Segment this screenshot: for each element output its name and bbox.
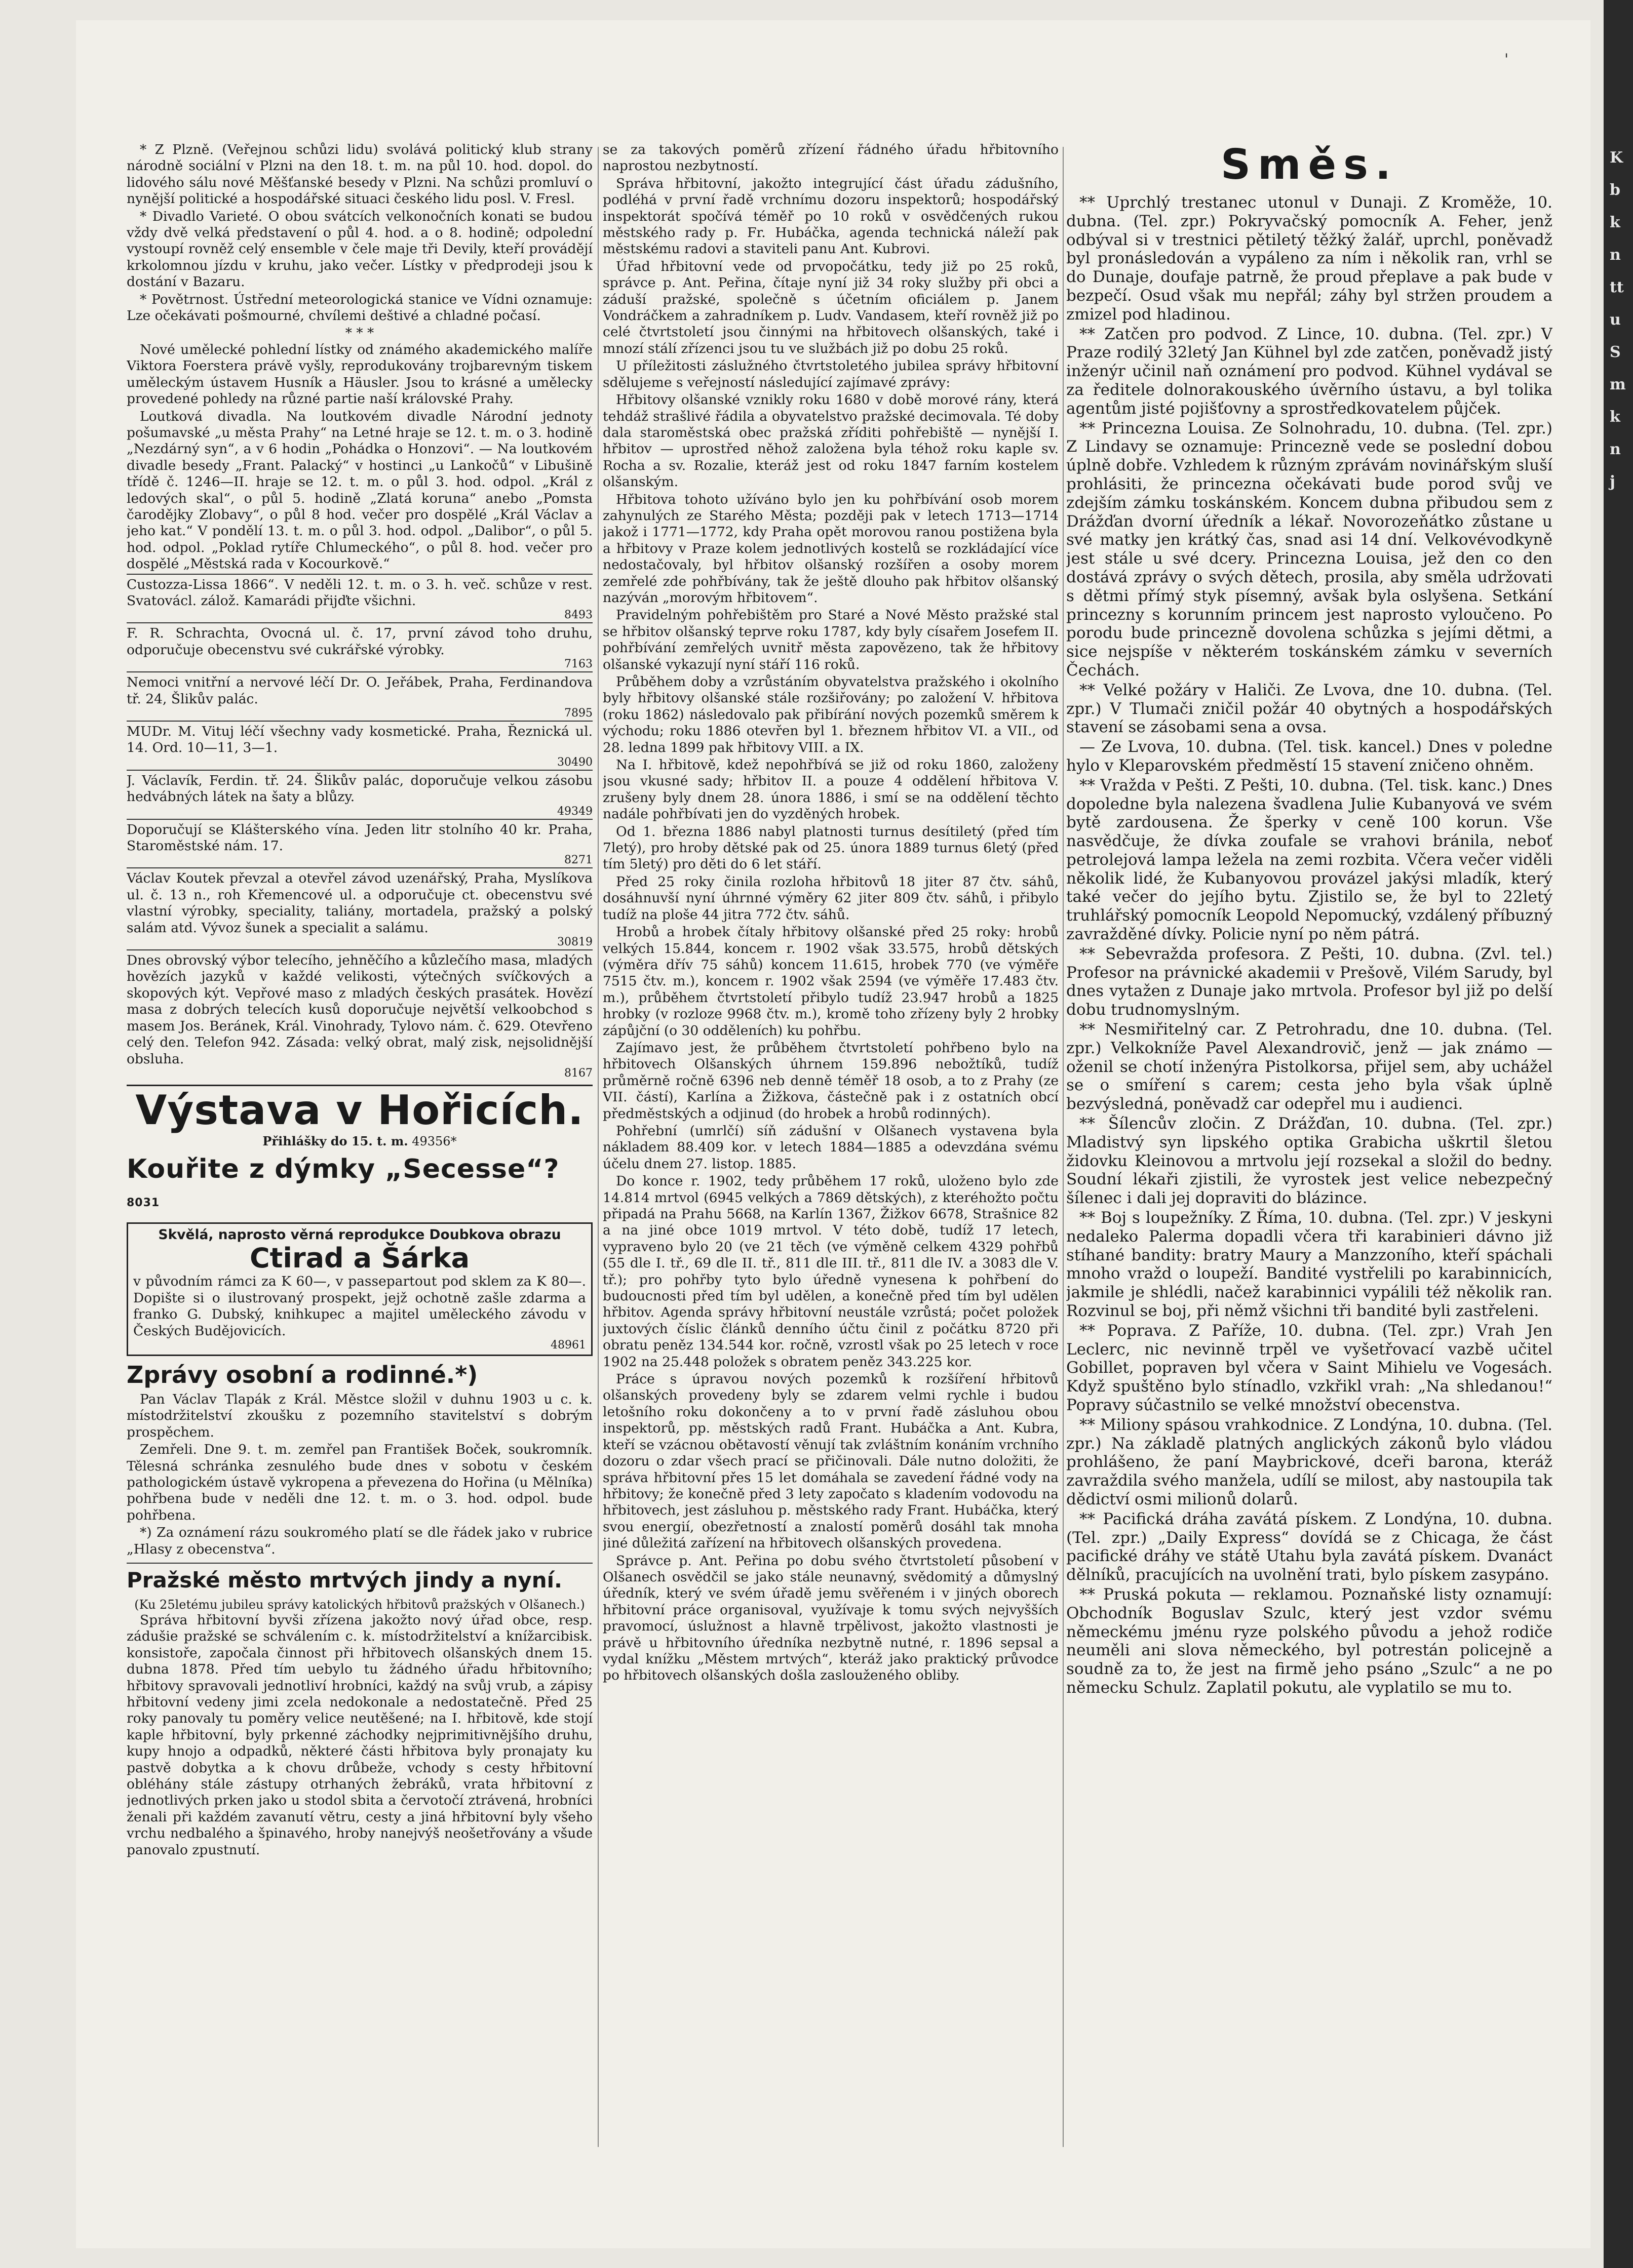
news-item-9: ** Šílencův zločin. Z Drážďan, 10. dubna. (Tel. zpr.) Mladistvý syn lipského optika Grabicha uškrtil šletou židovku Kleinovou a mrtvolu její rozsekal a složil do bedny. Soudní lékaři zjistili, že vyrostek jest velice nebezpečný šílenec i dali jej dopraviti do blázince.: [1066, 1115, 1552, 1208]
article-cont-3: Úřad hřbitovní vede od prvopočátku, tedy již po 25 roků, správce p. Ant. Peřina, čítaje nyní již 34 roky služby při obci a záduší pražské, společně s účetním oficiálem p. Janem Vondráčkem a zahradníkem p. Ludv. Vandasem, kteří rovněž již po celé čtvrtstoletí jsou činnými na hřbitovech olšanských, také i mnozí stálí zřízenci jsou tu ve službách již po dobu 25 roků.: [603, 258, 1059, 356]
article-cont-1: se za takových poměrů zřízení řádného úřadu hřbitovního naprostou nezbytností.: [603, 142, 1059, 174]
news-puppet-theatre: Loutková divadla. Na loutkovém divadle Národní jednoty pošumavské „u města Prahy“ na Letné hraje se 12. t. m. o 3. hodině „Nezdárný syn“, a v 6 hodin „Pohádka o Honzovi“. — Na loutkovém divadle besedy „Frant. Palacký“ v hostinci „u Lankočů“ v Libušině třídě č. 1246—II. hraje se 12. t. m. o půl 3. hod. odpol. „Král z ledových skal“, o půl 5. hodině „Zlatá koruna“ anebo „Pomsta čarodějky Zlobavy“, o půl 8 hod. večer pro dospělé „Král Václav a jeho kat.“ V pondělí 13. t. m. o půl 3. hod. odpol. „Dalibor“, o půl 5. hod. odpol. „Poklad rytíře Chlumeckého“, o půl 8. hod. večer pro dospělé „Městská rada v Kocourkově.“: [127, 408, 593, 572]
news-item-6: ** Vražda v Pešti. Z Pešti, 10. dubna. (Tel. tisk. kanc.) Dnes dopoledne byla nalezena švadlena Julie Kubanyová ve svém bytě zardousena. Že šperky v ceně 100 korun. Vše nasvědčuje, že dívka zoufale se vrahovi bránila, neboť petrolejová lampa ležela na zemi rozbita. Včera večer viděli několik lidé, že Kubanyovou provázel jakýsi mladík, který také večer do jejího bytu. Zjistilo se, že byl to 22letý truhlářský pomocník Leopold Nepomucký, vzdálený příbuzný zavražděné dívky. Policie nyní po něm pátrá.: [1066, 776, 1552, 944]
news-item-3: ** Princezna Louisa. Ze Solnohradu, 10. dubna. (Tel. zpr.) Z Lindavy se oznamuje: Princezně vede se poslední dobou úplně dobře. Vzhledem k různým zprávám novinářským sluší prohlásiti, že princezna očekávati bude porod svůj ve zdejším zámku toskánském. Koncem dubna přibudou sem z Drážďan dvorní úředník a lékař. Novorozeňátko zůstane u své matky jen krátký čas, snad asi 14 dní. Velkovévodkyně jest stále u své dcery. Princezna Louisa, jež den co den dostává zprávy o svých dětech, prosila, aby směla udržovati s dětmi přímý styk písemný, avšak byla oslyšena. Setkání princezny s korunním princem jest naprosto vyloučeno. Po porodu bude princezně dovolena schůzka s jejími dětmi, a sice nejspíše v některém toskánském zámku v severních Čechách.: [1066, 419, 1552, 680]
ad-vituj: [127, 721, 593, 770]
article-cont-14: Pohřební (umrlčí) síň zádušní v Olšanech vystavena byla nákladem 88.409 kor. v letech 1884—1885 a odevzdána svému účelu dnem 27. listop. 1885.: [603, 1123, 1059, 1172]
adjacent-page-text: K b k n tt u S m k n j: [1610, 149, 1626, 491]
ad-koutek-number: 30819: [557, 936, 593, 949]
article-cont-5: Hřbitovy olšanské vznikly roku 1680 v době morové rány, která tehdáž strašlivé řádila a obyvatelstvo pražské decimovala. Té doby dala staroměstská obec pražská zříditi pohřebiště — nynější I. hřbitov — uprostřed něhož založena byla téhož roku kaple sv. Rocha a sv. Rozalie, kteráž jest od roku 1847 farním kostelem olšanským.: [603, 392, 1059, 490]
news-item-14: ** Pruská pokuta — reklamou. Poznaňské listy oznamují: Obchodník Boguslav Szulc, který jest vzdor svému německému jménu ryze polského původu a jehož rodiče neuměli ani slova německého, byl potrestán policejně a soudně za to, že jest na firmě jeho psáno „Szulc“ a ne po německu Schulz. Zaplatil pokutu, ale vyplatilo se mu to.: [1066, 1585, 1552, 1697]
ad-wine-text: Doporučují se Klášterského vína. Jeden litr stolního 40 kr. Praha, Staroměstské nám. 17.: [127, 821, 593, 854]
ad-ctirad-text: v původním rámci za K 60—, v passepartout pod sklem za K 80—. Dopište si o ilustrovaný prospekt, jejž ochotně zašle zdarma a franko G. Dubský, knihkupec a majitel uměleckého závodu v Českých Budějovicích.: [133, 1274, 586, 1339]
ad-custozza: [127, 574, 593, 623]
ad-vituj-text: MUDr. M. Vituj léčí všechny vady kosmetické. Praha, Řeznická ul. 14. Ord. 10—11, 3—1.: [127, 724, 593, 756]
ad-jerabek-number: 7895: [564, 707, 593, 720]
ad-ctirad-head: Skvělá, naprosto věrná reprodukce Doubkova obrazu: [158, 1226, 561, 1243]
ad-secesse-number: 8031: [127, 1196, 160, 1209]
news-item-8: ** Nesmiřitelný car. Z Petrohradu, dne 10. dubna. (Tel. zpr.) Velkokníže Pavel Alexandrovič, jenž — jak známo — oženil se chotí inženýra Pistolkorsa, přijel sem, aby uchážel se o smíření s carem; cesta jeho byla však úplně bezvýsledná, poněvadž car odepřel mu i audienci.: [1066, 1020, 1552, 1113]
article-cont-17: Správce p. Ant. Peřina po dobu svého čtvrtstoletí působení v Olšanech osvědčil se jako stále neunavný, svědomitý a důmyslný úředník, který ve svém úřadě jemu svěřeném i v jiných oborech hřbitovní práce organisoval, využívaje k tomu svých nejvyšších pravomocí, úslužnost a hlavně trpělivost, jakožto vlastnosti je právě u hřbitovního úředníka nezbytně nutné, r. 1896 sepsal a vydal knížku „Městem mrtvých“, kteráž jako praktický průvodce po hřbitovech olšanských došla zaslouženého obliby.: [603, 1553, 1059, 1684]
ad-vaclavik: [127, 770, 593, 819]
ad-ctirad-box: [127, 1222, 593, 1356]
ad-jerabek: [127, 671, 593, 721]
article-cont-2: Správa hřbitovní, jakožto integrující část úřadu zádušního, podléhá v první řadě vrchnímu dozoru inspektorů; hospodářský inspektorát spočívá téměř po 10 roků v osvědčených rukou městského rady p. Fr. Hubáčka, agenda technická náleží pak městskému radovi a staviteli panu Ant. Kubrovi.: [603, 175, 1059, 257]
ad-vaclavik-text: J. Václavík, Ferdin. tř. 24. Šlikův palác, doporučuje velkou zásobu hedvábných látek na šaty a blůzy.: [127, 772, 593, 805]
personal-news-note: *) Za oznámení rázu soukromého platí se dle řádek jako v rubrice „Hlasy z obecenstva“.: [127, 1525, 593, 1557]
ad-meat-text: Dnes obrovský výbor telecího, jehněčího a kůzlečího masa, mladých hovězích jazyků v každé velikosti, výtečných svíčkových a skopových kýt. Vepřové maso z mladých českých prasátek. Hovězí masa z dobrých telecích kusů doporučuje největší velkoobchod s masem Jos. Beránek, Král. Vinohrady, Tylovo nám. č. 629. Otevřeno celý den. Telefon 942. Zásada: velký obrat, malý zisk, nejsolidnější obsluha.: [127, 952, 593, 1067]
ad-meat: [127, 949, 593, 1081]
column-divider-2: [1063, 147, 1064, 2147]
adjacent-page-edge: [1604, 0, 1633, 2268]
article-cont-9: Na I. hřbitově, kdež nepohřbívá se již od roku 1860, založeny jsou vkusné sady; hřbitov II. a pouze 4 oddělení hřbitova V. zrušeny byly dnem 28. února 1886, i smí se na oddělení těchto nadále pohřbívati jen do vyzděných hrobek.: [603, 757, 1059, 822]
ad-ctirad-number: 48961: [551, 1338, 586, 1351]
ad-koutek: [127, 867, 593, 949]
newspaper-page: [76, 20, 1590, 2248]
article-cont-11: Před 25 roky činila rozloha hřbitovů 18 jiter 87 čtv. sáhů, dosáhnuvší nyní úhrnné výměry 62 jiter 809 čtv. sáhů, i přibylo tudíž na ploše 44 jitra 772 čtv. sáhů.: [603, 873, 1059, 923]
news-item-7: ** Sebevražda profesora. Z Pešti, 10. dubna. (Zvl. tel.) Profesor na právnické akademii v Prešově, Vilém Sarudy, byl dnes vytažen z Dunaje jako mrtvola. Profesor byl již po delší dobu trudnomyslným.: [1066, 944, 1552, 1019]
article-city-of-dead-start: Správa hřbitovní byvši zřízena jakožto nový úřad obce, resp. zádušie pražské se schválením c. k. místodržitelství a knížarcibisk. konsistoře, započala činnost při hřbitovech olšanských dnem 15. dubna 1878. Před tím uebylo tu žádného úřadu hřbitovního; hřbitovy spravovali jednotliví hrobníci, každý na svůj vrub, a zápisy hřbitovní vedeny jimi zcela nedokonale a nedostatečně. Před 25 roky panovaly tu poměry velice neutěšené; na I. hřbitově, kde stojí kaple hřbitovní, byly prkenné záchodky nejprimitivnějšího druhu, kupy hnojo a odpadků, některé části hřbitova byly pronajaty ku pastvě dobytka a k chovu drůbeže, vchody s cesty hřbitovní obléhány stále zástupy otrhaných žebráků, vrata hřbitovní z jednotlivých prken jako u stodol sbita a červotočí ztrávená, hrobníci ženali při každém zavanutí větru, cesty a jiná hřbitovní byly všeho vrchu nedbalého a špinavého, hroby nanejvýš neošetřovány a všude panovalo zpustnutí.: [127, 1612, 593, 1858]
heading-personal-news: Zprávy osobní a rodinné.*): [127, 1361, 478, 1388]
column-right: [1066, 142, 1552, 2142]
ad-schrachta: [127, 622, 593, 671]
ad-ctirad-title: Ctirad a Šárka: [249, 1242, 470, 1275]
ad-vaclavik-number: 49349: [557, 805, 593, 818]
personal-news-1: Pan Václav Tlapák z Král. Městce složil v duhnu 1903 u c. k. místodržitelství zkoušku z pozemního stavitelství s dobrým prospěchem.: [127, 1391, 593, 1440]
column-middle: [603, 142, 1059, 2142]
news-item-5: — Ze Lvova, 10. dubna. (Tel. tisk. kancel.) Dnes v poledne hylo v Kleparovském předměstí 15 stavení zničeno ohněm.: [1066, 738, 1552, 775]
ad-meat-number: 8167: [564, 1066, 593, 1080]
heading-city-of-dead: Pražské město mrtvých jindy a nyní.: [127, 1563, 593, 1594]
ad-secesse-title: Kouřite z dýmky „Secesse“?: [127, 1153, 560, 1184]
news-plzen: * Z Plzně. (Veřejnou schůzi lidu) svolává politický klub strany národně sociální v Plzni na den 18. t. m. na půl 10. hod. dopol. do lidového sálu nové Měšťanské besedy v Plzni. Na schůzi promluví o nynější politické a hospodářské situaci českého lidu posl. V. Fresl.: [127, 142, 593, 207]
personal-news-2: Zemřeli. Dne 9. t. m. zemřel pan František Boček, soukromník. Tělesná schránka zesnulého bude dnes v sobotu v českém pathologickém ústavě vykropena a převezena do Hořina (u Mělníka) pohřbena bude v neděli dne 12. t. m. o 3. hod. odpol. bude pohřbena.: [127, 1442, 593, 1523]
article-cont-6: Hřbitova tohoto užíváno bylo jen ku pohřbívání osob morem zahynulých ze Starého Města; později pak v letech 1713—1714 jakož i 1771—1772, kdy Praha opět morovou ranou postižena byla a hřbitovy v Praze kolem jednotlivých kostelů se rozkládající více nedostačovaly, byl hřbitov olšanský rozšířen a osoby morem zemřelé zde pohřbívány, tak že ještě dlouho pak hřbitov olšanský nazýván „morovým hřbitovem“.: [603, 491, 1059, 606]
corner-mark: ': [1504, 51, 1509, 68]
news-item-12: ** Miliony spásou vrahkodnice. Z Londýna, 10. dubna. (Tel. zpr.) Na základě platných anglických zákonů bylo vládou prohlášeno, že paní Maybrickové, dceři barona, kteráž zavraždila svého manžela, udílí se milost, aby nastoupila tak dědictví osmi milionů dolarů.: [1066, 1415, 1552, 1508]
ad-vystava-title: Výstava v Hořicích.: [127, 1085, 593, 1132]
article-cont-16: Práce s úpravou nových pozemků k rozšíření hřbitovů olšanských provedeny byly se zdarem velmi rychle i budou letošního roku dokončeny a to v první řadě zásluhou obou inspektorů, pp. městských radů Frant. Hubáčka a Ant. Kubra, kteří se vzácnou obětavostí věnují tak zvláštním konáním vrchního dozoru o zdar všech prací se přičinovali. Dále nutno doložiti, že správa hřbitovní přes 15 let domáhala se zavedení řádné vody na hřbitovy; že konečně před 3 lety započato s kladením vodovodu na hřbitovech, jest zásluhou p. městského rady Frant. Hubáčka, který svou energií, obezřetností a znalostí poměrů dosáhl tak mnoha jiné důležitá zařízení na hřbitovech olšanských provedena.: [603, 1371, 1059, 1551]
column-left: [127, 142, 593, 2142]
separator-stars: * * *: [345, 325, 374, 341]
section-heading-smes: Směs.: [1220, 142, 1398, 189]
news-varieté: * Divadlo Varieté. O obou svátcích velkonočních konati se budou vždy dvě velká představení o půl 4. hod. a o 8. hodině; odpolední vystoupí rovněž celý ensemble v čele maje tři Devily, kteří provádějí krkolomnou jízdu v kruhu, jako večer. Lístky v předprodeji jsou k dostání v Bazaru.: [127, 208, 593, 290]
ad-wine: [127, 819, 593, 868]
news-item-4: ** Velké požáry v Haliči. Ze Lvova, dne 10. dubna. (Tel. zpr.) V Tlumači zničil požár 40 obytných a hospodářských stavení se zásobami sena a ovsa.: [1066, 681, 1552, 737]
article-cont-13: Zajímavo jest, že průběhem čtvrtstoletí pohřbeno bylo na hřbitovech Olšanských úhrnem 159.896 nebožtíků, tudíž průměrně ročně 6396 neb denně téměř 18 osob, a to z Prahy (ze VII. částí), Karlína a Žižkova, částečně pak i z ostatních obcí předměstských a odjinud (do hrobek a hrobů rodinných).: [603, 1040, 1059, 1122]
subheading-city-of-dead: (Ku 25letému jubileu správy katolických hřbitovů pražských v Olšanech.): [134, 1598, 585, 1612]
ad-vystava-sub-text: Přihlášky do 15. t. m.: [262, 1133, 408, 1148]
ad-vituj-number: 30490: [557, 755, 593, 769]
ad-wine-number: 8271: [564, 854, 593, 867]
ad-schrachta-number: 7163: [564, 658, 593, 671]
news-item-11: ** Poprava. Z Paříže, 10. dubna. (Tel. zpr.) Vrah Jen Leclerc, nic nevinně trpěl ve vyšetřovací vazbě učitel Gobillet, popraven byl včera v Saint Mihielu ve Vogesách. Když spuštěno bylo stínadlo, vzkřikl vrah: „Na shledanou!“ Popravy súčastnilo se velké množství obecenstva.: [1066, 1321, 1552, 1414]
article-cont-8: Průběhem doby a vzrůstáním obyvatelstva pražského i okolního byly hřbitovy olšanské stále rozšiřovány; po založení V. hřbitova (roku 1862) následovalo pak přibírání nových pozemků směrem k východu; roku 1886 otevřen byl 1. březnem hřbitov VI. a VII., od 28. ledna 1899 pak hřbitovy VIII. a IX.: [603, 674, 1059, 755]
news-item-2: ** Zatčen pro podvod. Z Lince, 10. dubna. (Tel. zpr.) V Praze rodilý 32letý Jan Kühnel byl zde zatčen, poněvadž jistý inženýr učinil naň oznámení pro podvod. Kühnel vydával se za ředitele dolnorakouského úvěrního ústavu, a byl tolika agentům jisté pojišťovny a sprostředkovatelem půjček.: [1066, 325, 1552, 418]
article-cont-10: Od 1. března 1886 nabyl platnosti turnus desítiletý (před tím 7letý), pro hroby dětské pak od 25. února 1889 turnus 6letý (před tím 5letý) pro děti do 6 let stáří.: [603, 823, 1059, 872]
news-item-13: ** Pacifická dráha zavátá pískem. Z Londýna, 10. dubna. (Tel. zpr.) „Daily Express“ dovídá se z Chicaga, že část pacifické dráhy ve státě Utahu byla zavátá pískem. Dvanáct dělníků, pracujících na uvolnění trati, bylo pískem zasypáno.: [1066, 1509, 1552, 1584]
ad-schrachta-text: F. R. Schrachta, Ovocná ul. č. 17, první závod toho druhu, odporučuje obecenstvu své cukrářské výrobky.: [127, 625, 593, 658]
article-cont-4: U příležitosti záslužného čtvrtstoletého jubilea správy hřbitovní sdělujeme s veřejností následující zajímavé zprávy:: [603, 358, 1059, 390]
news-weather: * Povětrnost. Ústřední meteorologická stanice ve Vídni oznamuje: Lze očekávati pošmourné, chvílemi deštivé a chladné počasí.: [127, 291, 593, 324]
ad-secesse: [127, 1153, 593, 1219]
article-cont-12: Hrobů a hrobek čítaly hřbitovy olšanské před 25 roky: hrobů velkých 15.844, koncem r. 1902 však 33.575, hrobů dětských (výměra dřív 75 sáhů) koncem 11.615, hrobek 770 (ve výměře 7515 čtv. m.), koncem r. 1902 však 2594 (ve výměře 17.483 čtv. m.), průběhem čtvrtstoletí přibylo tudíž 23.947 hrobů a 1825 hrobky (v rozloze 9968 čtv. m.), kromě toho zřízeny byly 2 hrobky zápůjční (o 30 odděleních) ku pohřbu.: [603, 924, 1059, 1039]
article-cont-7: Pravidelným pohřebištěm pro Staré a Nové Město pražské stal se hřbitov olšanský teprve roku 1787, kdy byly císařem Josefem II. pohřbívání zemřelých uvnitř města zapovězeno, tak že hřbitovy olšanské vykazují nyní stáří 116 roků.: [603, 607, 1059, 672]
news-postcards: Nové umělecké pohlední lístky od známého akademického malíře Viktora Foerstera právě vyšly, reprodukovány trojbarevným tiskem uměleckým ústavem Husník a Häusler. Jsou to krásné a umělecky provedené pohledy na různé partie naší královské Prahy.: [127, 341, 593, 407]
ad-koutek-text: Václav Koutek převzal a otevřel závod uzenářský, Praha, Myslíkova ul. č. 13 n., roh Křemencové ul. a odporučuje ct. obecenstvu své vlastní výrobky, speciality, taliány, mortadela, pražský a polský salám atd. Vývoz šunek a specialit a salámu.: [127, 870, 593, 936]
ad-custozza-text: Custozza-Lissa 1866“. V neděli 12. t. m. o 3. h. več. schůze v rest. Svatovácl. zálož. Kamarádi přijďte všichni.: [127, 576, 593, 609]
ad-jerabek-text: Nemoci vnitřní a nervové léčí Dr. O. Jeřábek, Praha, Ferdinandova tř. 24, Šlikův palác.: [127, 674, 593, 707]
column-divider-1: [598, 147, 599, 2147]
news-item-1: ** Uprchlý trestanec utonul v Dunaji. Z Kroměže, 10. dubna. (Tel. zpr.) Pokryvačský pomocník A. Feher, jenž odbýval si v trestnici pětiletý těžký žalář, uprchl, poněvadž byl pronásledován a vypáleno za ním i několik ran, vrhl se do Dunaje, doufaje patrně, že proud přeplave a pak bude v bezpečí. Osud však mu nepřál; záhy byl stržen proudem a zmizel pod hladinou.: [1066, 193, 1552, 324]
news-item-10: ** Boj s loupežníky. Z Říma, 10. dubna. (Tel. zpr.) V jeskyni nedaleko Palerma dopadli včera tři karabinieri dávno již stíhané bandity: bratry Maury a Manzzoního, kteří spáchali mnoho vražd o loupeží. Bandité vystřelili po karabinnicích, jakmile je shlédli, načež karabinnici vypálili též několik ran. Rozvinul se boj, při němž všichni tři bandité byli zastřeleni.: [1066, 1209, 1552, 1321]
ad-vystava-subtitle: [127, 1134, 593, 1149]
ad-custozza-number: 8493: [564, 609, 593, 622]
article-cont-15: Do konce r. 1902, tedy průběhem 17 roků, uloženo bylo zde 14.814 mrtvol (6945 velkých a 7869 dětských), z kteréhožto počtu připadá na Prahu 5668, na Karlín 1367, Žižkov 6678, Strašnice 82 a na jiné obce 1019 mrtvol. V této době, tudíž 17 letech, vypraveno bylo 20 (ve 21 těch (ve výměně celkem 4329 pohřbů (55 dle I. tř., 69 dle II. tř., 811 dle III. tř., 811 dle IV. a 3083 dle V. tř.); pro pohřby tyto bylo úředně vynesena k pohřbení do budoucnosti před tím byl udělen, a konečně před tím byl udělen hřbitov. Agenda správy hřbitovní neustále vzrůstá; počet položek juxtových číslic článků denního účtu činil z počátku 8720 při obratu peněz 134.544 kor. ročně, vzrostl však po 25 letech v roce 1902 na 25.448 položek s obratem peněz 343.225 kor.: [603, 1173, 1059, 1370]
ad-vystava-number: 49356*: [412, 1134, 457, 1148]
